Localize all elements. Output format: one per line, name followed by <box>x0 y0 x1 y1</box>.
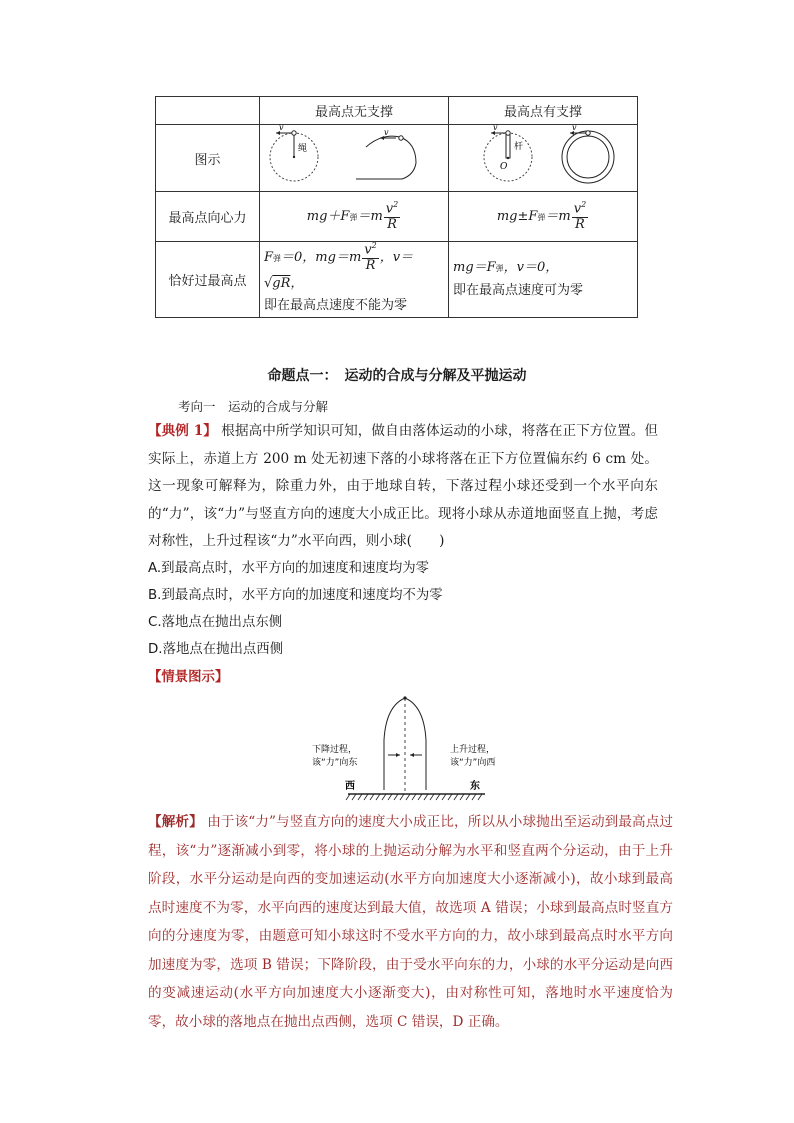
svg-text:杆: 杆 <box>514 142 524 152</box>
diagram-with-support <box>449 125 638 192</box>
force-formula-with-support: mg±F弹＝m $\frac{v^2}{R}$ <box>449 192 638 242</box>
critical-with-support: mg＝F弹，v＝0， 即在最高点速度可为零 <box>449 242 638 318</box>
fig-left-label-1: 下降过程， <box>312 745 358 755</box>
fig-west-label: 西 <box>345 781 355 792</box>
option-d: D.落地点在抛出点西侧 <box>148 642 284 657</box>
svg-text:v: v <box>384 128 389 137</box>
col-header-with-support: 最高点有支撑 <box>449 97 638 125</box>
row-label-critical: 恰好过最高点 <box>156 242 260 318</box>
trajectory-figure <box>300 690 500 805</box>
rod-tube-diagram <box>453 125 633 187</box>
force-formula-no-support: mg＋F弹＝m $\frac{v^2}{R}$ <box>260 192 449 242</box>
row-label-force: 最高点向心力 <box>156 192 260 242</box>
option-a: A.到最高点时，水平方向的加速度和速度均为零 <box>148 561 429 576</box>
svg-text:绳: 绳 <box>298 144 308 154</box>
example-label: 【典例 1】 <box>148 423 217 439</box>
scene-label: 【情景图示】 <box>148 670 229 685</box>
fig-east-label: 东 <box>470 781 480 792</box>
comparison-table <box>155 96 638 318</box>
analysis-label: 【解析】 <box>148 814 203 830</box>
subsection-title: 考向一 运动的合成与分解 <box>178 399 329 414</box>
critical-no-support: F弹＝0，mg＝m $\frac{v^2}{R}$ ，v＝√gR， 即在最高点速度不能为零 <box>260 242 449 318</box>
svg-text:v: v <box>493 125 498 132</box>
svg-text:O: O <box>500 162 508 172</box>
ground-hatching <box>346 794 482 800</box>
analysis-paragraph <box>148 808 673 1036</box>
col-header-no-support: 最高点无支撑 <box>260 97 449 125</box>
svg-text:v: v <box>279 125 284 132</box>
analysis-text: 由于该“力”与竖直方向的速度大小成正比，所以从小球抛出至运动到最高点过程，该“力”逐渐减小到零，将小球的上抛运动分解为水平和竖直两个分运动，由于上升阶段，水平分运动是向西的变加速运动(水平方向加速度大小逐渐减小)，故小球到最高点时速度不为零，水平向西的速度达到最大值，故选项 A 错误；小球到最高点时竖直方向的分速度为零，由题意可知小球这时不受水平方向的力，故小球到最高点时水平方向加速度为零，选项 B 错误；下降阶段，由于受水平向东的力，小球的水平分运动是向西的变减速运动(水平方向加速度大小逐渐变大)，由对称性可知，落地时水平速度恰为零，故小球的落地点在抛出点西侧，选项 C 错误，D 正确。 <box>148 814 673 1030</box>
example-paragraph <box>148 418 658 556</box>
svg-text:v: v <box>572 125 577 132</box>
option-c: C.落地点在抛出点东侧 <box>148 615 283 630</box>
rope-circle-diagram <box>264 125 444 187</box>
fig-right-label-2: 该“力”向西 <box>450 758 496 768</box>
option-b: B.到最高点时，水平方向的加速度和速度均不为零 <box>148 588 443 603</box>
fig-right-label-1: 上升过程， <box>450 745 496 755</box>
section-title: 命题点一： 运动的合成与分解及平抛运动 <box>267 368 527 384</box>
table-corner <box>156 97 260 125</box>
diagram-no-support <box>260 125 449 192</box>
critical-with-support-note: 即在最高点速度可为零 <box>453 282 584 298</box>
example-text: 根据高中所学知识可知，做自由落体运动的小球，将落在正下方位置。但实际上，赤道上方 200 m 处无初速下落的小球将落在正下方位置偏东约 6 cm 处。这一现象可解释为，除重力外，由于地球自转，下落过程小球还受到一个水平向东的“力”，该“力”与竖直方向的速度大小成正比。现将小球从赤道地面竖直上抛，考虑对称性，上升过程该“力”水平向西，则小球( ) <box>148 423 659 549</box>
critical-no-support-note: 即在最高点速度不能为零 <box>264 297 408 313</box>
fig-left-label-2: 该“力”向东 <box>312 758 358 768</box>
row-label-diagram: 图示 <box>156 125 260 192</box>
